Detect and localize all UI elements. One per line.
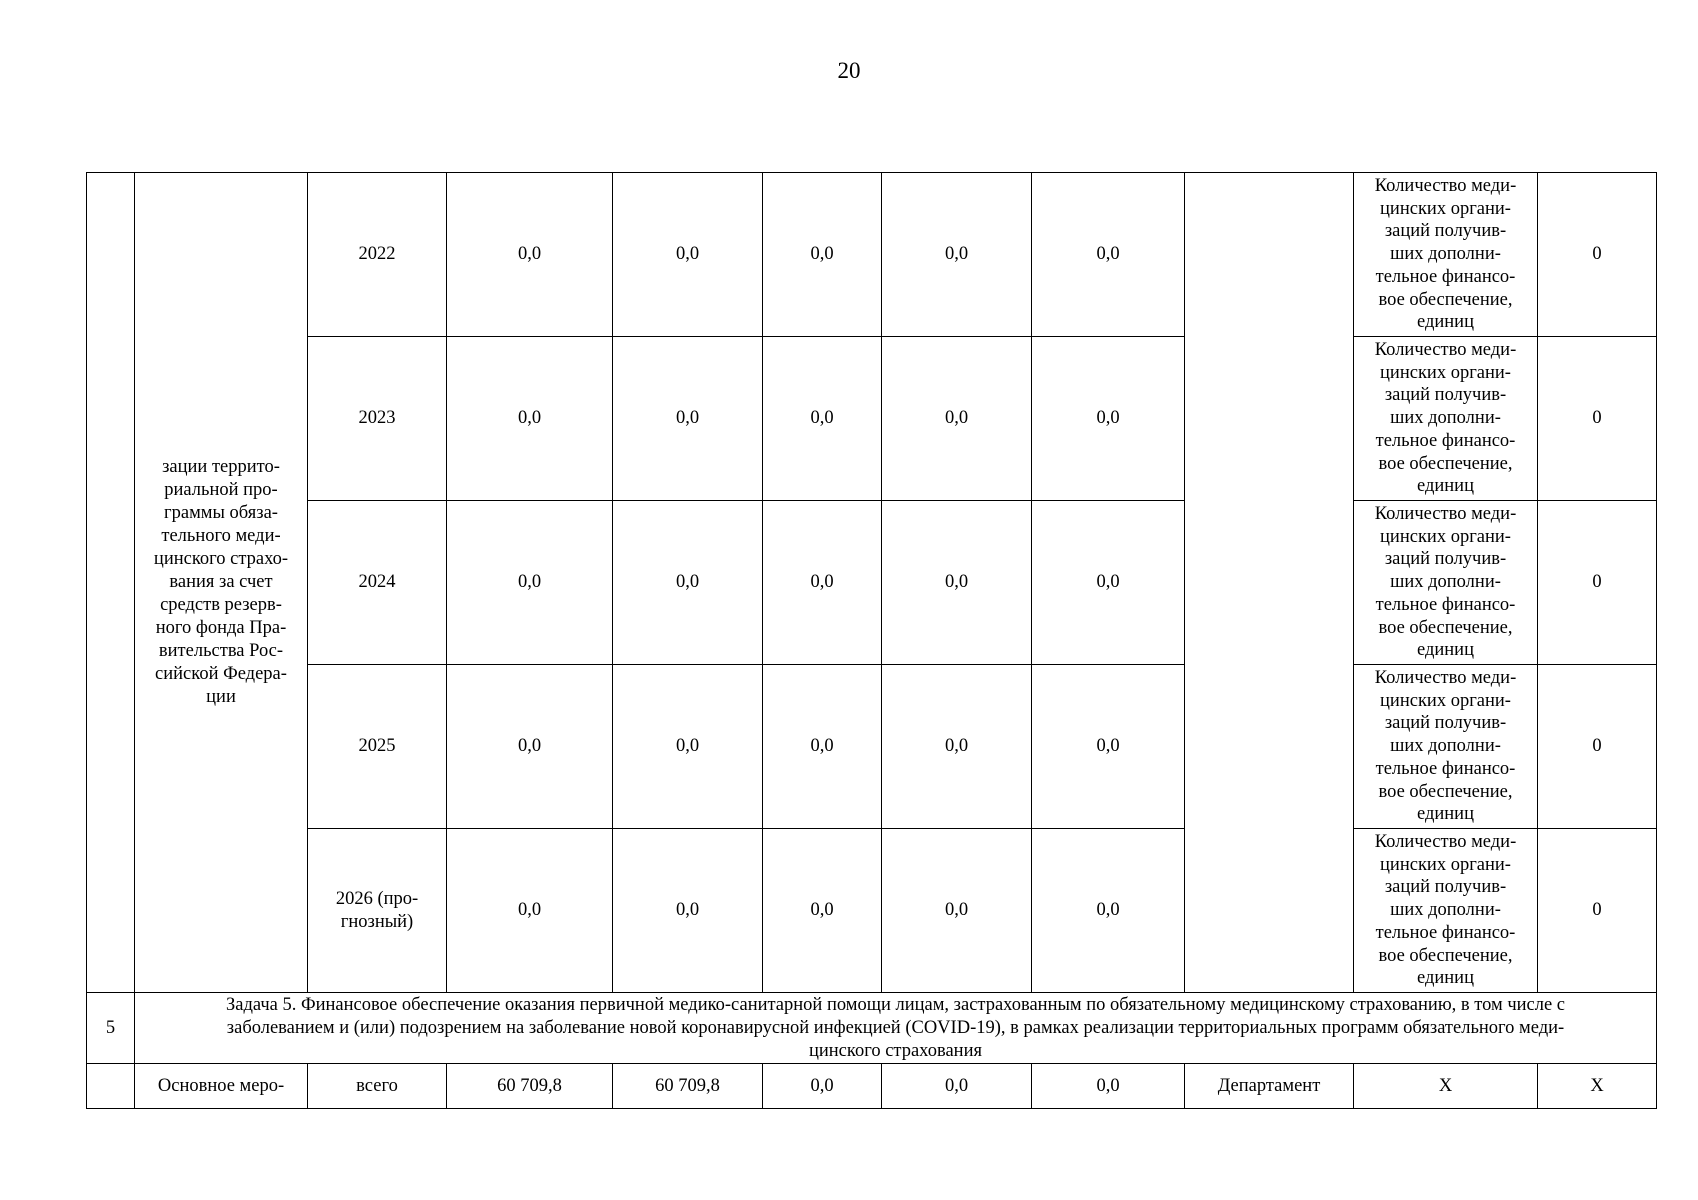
event-name-line: тельного меди- [161,526,281,546]
year-cell: 2025 [308,665,447,829]
event-name-line: зации террито- [162,457,280,477]
event-name-cell: Основное меро- [135,1064,308,1109]
value-cell: 0,0 [447,829,613,993]
event-name-line: вания за счет [169,572,273,592]
indicator-line: Количество меди- [1374,175,1517,196]
indicator-cell [1354,337,1538,501]
indicator-line: Количество меди- [1374,667,1517,688]
page-number: 20 [837,58,861,83]
value-cell: 0,0 [447,173,613,337]
value-cell: 0,0 [882,829,1032,993]
indicator-value-cell: 0 [1538,829,1657,993]
period-cell: всего [308,1064,447,1109]
indicator-line: ших дополни- [1390,244,1501,265]
indicator-line: цинских органи- [1380,690,1511,711]
indicator-cell [1354,829,1538,993]
year-cell: 2024 [308,501,447,665]
table-row [87,665,1657,829]
value-cell: 0,0 [882,173,1032,337]
value-cell: 0,0 [1032,829,1185,993]
value-cell: 0,0 [613,829,763,993]
value-cell: 0,0 [763,665,882,829]
row-number-cell: 5 [87,993,135,1064]
task-title-cell [135,993,1657,1064]
table-row [87,501,1657,665]
table-row [87,829,1657,993]
value-cell: 0,0 [1032,1064,1185,1109]
indicator-line: единиц [1417,312,1474,333]
event-name-line: ции [206,687,236,707]
indicator-value-cell: Х [1538,1064,1657,1109]
program-table [86,172,1657,1109]
value-cell: 0,0 [882,337,1032,501]
indicator-line: заций получив- [1384,385,1507,406]
task-line: Задача 5. Финансовое обеспечение оказания первичной медико-санитарной помощи лицам, застрахованным по обязательному медицинскому страхованию, в том числе с [225,994,1566,1015]
event-name-line: сийской Федера- [155,664,287,684]
indicator-cell: Х [1354,1064,1538,1109]
indicator-line: заций получив- [1384,549,1507,570]
year-cell: 2022 [308,173,447,337]
indicator-line: единиц [1417,804,1474,825]
indicator-line: тельное финансо- [1375,922,1516,943]
indicator-line: вое обеспечение, [1378,617,1513,638]
value-cell: 0,0 [613,501,763,665]
task-line: цинского страхования [808,1040,982,1061]
value-cell: 0,0 [763,337,882,501]
value-cell: 0,0 [763,1064,882,1109]
value-cell: 0,0 [447,665,613,829]
table-row [87,173,1657,337]
indicator-cell [1354,665,1538,829]
indicator-value-cell: 0 [1538,665,1657,829]
table-row [87,337,1657,501]
indicator-line: заций получив- [1384,221,1507,242]
indicator-line: Количество меди- [1374,831,1517,852]
value-cell: 60 709,8 [447,1064,613,1109]
value-cell: 0,0 [613,173,763,337]
year-line: 2026 (про- [335,888,419,909]
indicator-line: тельное финансо- [1375,758,1516,779]
indicator-line: тельное финансо- [1375,266,1516,287]
indicator-line: тельное финансо- [1375,594,1516,615]
year-line: гнозный) [340,911,414,932]
indicator-cell [1354,501,1538,665]
event-name-cell [135,173,308,993]
indicator-line: ших дополни- [1390,736,1501,757]
value-cell: 0,0 [882,665,1032,829]
indicator-line: заций получив- [1384,713,1507,734]
event-name-line: цинского страхо- [153,549,289,569]
indicator-line: цинских органи- [1380,198,1511,219]
event-name-line: ного фонда Пра- [155,618,287,638]
indicator-line: вое обеспечение, [1378,781,1513,802]
indicator-value-cell: 0 [1538,337,1657,501]
row-number-cell [87,173,135,993]
value-cell: 0,0 [763,173,882,337]
indicator-cell [1354,173,1538,337]
indicator-line: цинских органи- [1380,362,1511,383]
event-name-line: риальной про- [164,480,278,500]
task-line: заболеванием и (или) подозрением на заболевание новой коронавирусной инфекцией (COVID-19), в рамках реализации территориальных программ обязательного меди- [226,1017,1565,1038]
table-row [87,1064,1657,1109]
indicator-line: единиц [1417,968,1474,989]
indicator-line: единиц [1417,640,1474,661]
indicator-value-cell: 0 [1538,173,1657,337]
value-cell: 0,0 [613,337,763,501]
indicator-value-cell: 0 [1538,501,1657,665]
event-name-line: граммы обяза- [164,503,278,523]
indicator-line: ших дополни- [1390,572,1501,593]
value-cell: 0,0 [1032,173,1185,337]
year-cell: 2023 [308,337,447,501]
indicator-line: тельное финансо- [1375,430,1516,451]
indicator-line: вое обеспечение, [1378,453,1513,474]
indicator-line: заций получив- [1384,877,1507,898]
value-cell: 0,0 [613,665,763,829]
indicator-line: вое обеспечение, [1378,945,1513,966]
indicator-line: ших дополни- [1390,408,1501,429]
indicator-line: цинских органи- [1380,526,1511,547]
year-cell [308,829,447,993]
event-name-line: вительства Рос- [158,641,284,661]
value-cell: 0,0 [1032,501,1185,665]
value-cell: 0,0 [882,501,1032,665]
value-cell: 0,0 [1032,337,1185,501]
indicator-line: цинских органи- [1380,854,1511,875]
indicator-line: единиц [1417,476,1474,497]
indicator-line: ших дополни- [1390,900,1501,921]
value-cell: 0,0 [1032,665,1185,829]
indicator-line: Количество меди- [1374,339,1517,360]
executor-cell [1185,173,1354,993]
indicator-line: Количество меди- [1374,503,1517,524]
task-row [87,993,1657,1064]
value-cell: 0,0 [763,501,882,665]
value-cell: 0,0 [447,337,613,501]
value-cell: 60 709,8 [613,1064,763,1109]
indicator-line: вое обеспечение, [1378,289,1513,310]
value-cell: 0,0 [882,1064,1032,1109]
value-cell: 0,0 [763,829,882,993]
value-cell: 0,0 [447,501,613,665]
row-number-cell [87,1064,135,1109]
event-name-line: средств резерв- [160,595,282,615]
executor-cell: Департамент [1185,1064,1354,1109]
